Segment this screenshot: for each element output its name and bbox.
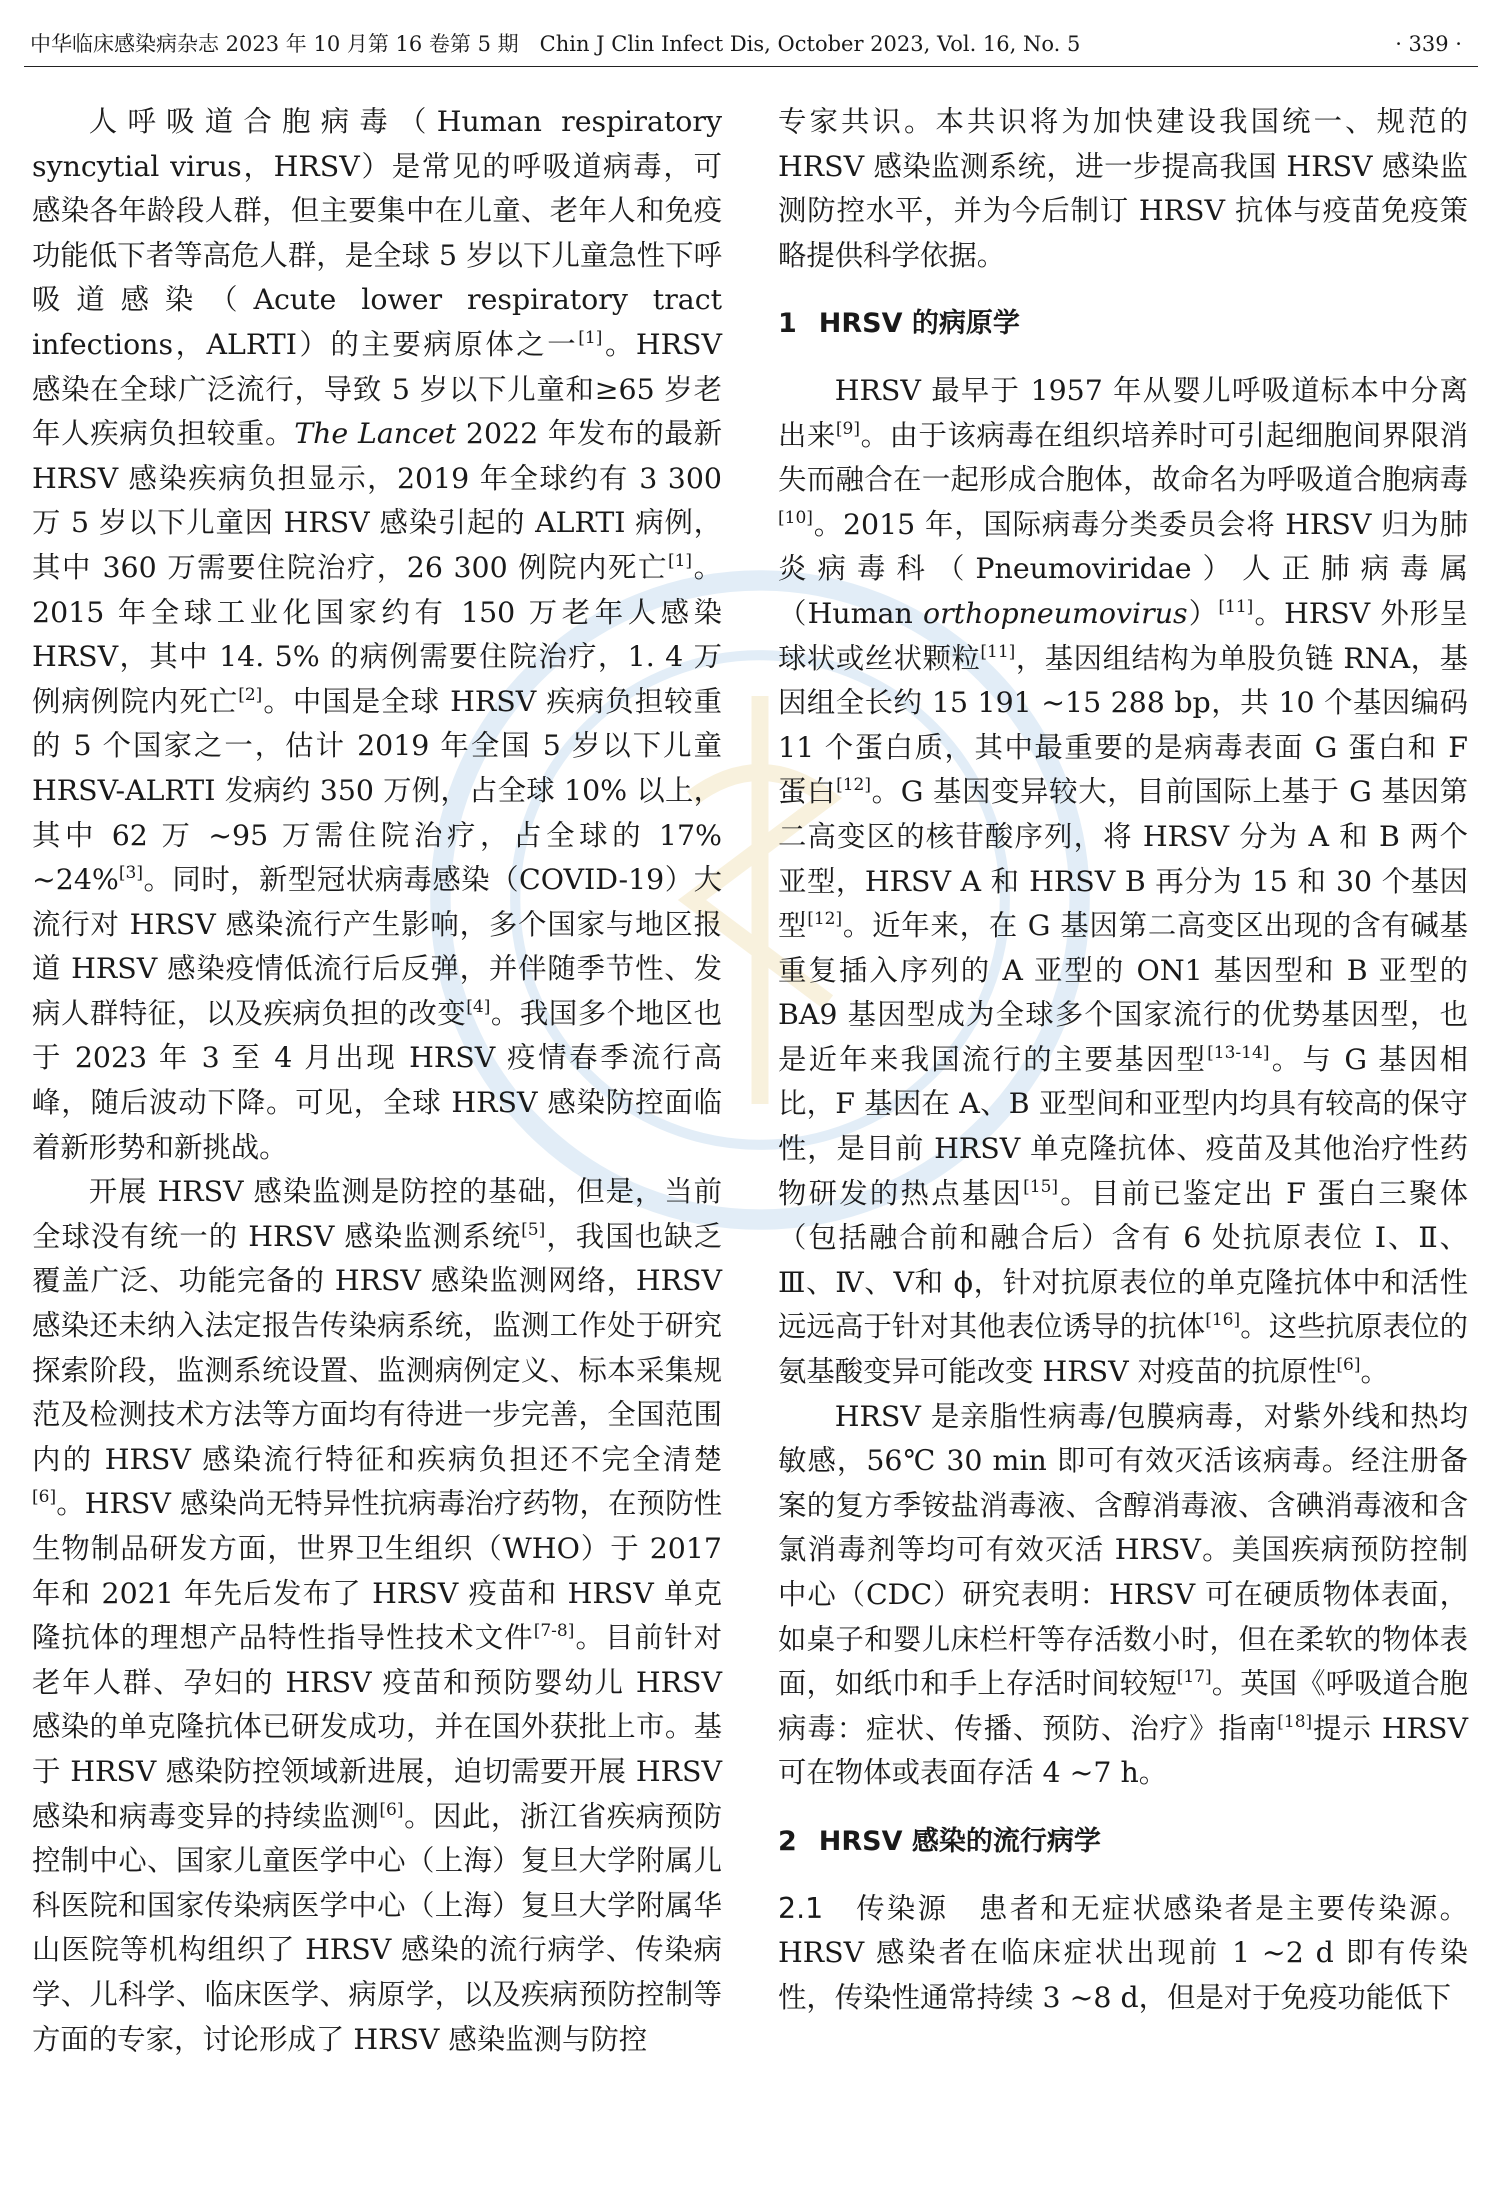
citation-ref: [5] <box>521 1219 546 1240</box>
citation-ref: [6] <box>379 1799 404 1820</box>
citation-ref: [6] <box>1336 1354 1361 1375</box>
subsection-number: 2.1 <box>778 1891 824 1925</box>
citation-ref: [1] <box>667 550 693 571</box>
citation-ref: [3] <box>118 863 144 884</box>
subsection-title: 传染源 <box>856 1891 949 1925</box>
citation-ref: [9] <box>835 418 861 439</box>
citation-ref: [2] <box>238 684 263 705</box>
citation-ref: [1] <box>578 327 603 348</box>
journal-citation: 中华临床感染病杂志 2023 年 10 月第 16 卷第 5 期 Chin J Clin Infect Dis, October 2023, Vol. 16, No. 5 <box>30 32 1081 56</box>
citation-ref: [6] <box>32 1487 57 1508</box>
citation-ref: [18] <box>1277 1711 1313 1732</box>
section-heading-1: 1 HRSV 的病原学 <box>778 308 1020 340</box>
citation-ref: [4] <box>466 996 491 1017</box>
citation-ref: [10] <box>778 507 813 528</box>
etiology-paragraph-2: HRSV 是亲脂性病毒/包膜病毒，对紫外线和热均敏感，56℃ 30 min 即可有效灭活该病毒。经注册备案的复方季铵盐消毒液、含醇消毒液、含碘消毒液和含氯消毒剂等均可有效灭活 HRSV。美国疾病预防控制中心（CDC）研究表明：HRSV 可在硬质物体表面，如桌子和婴儿床栏杆等存活数小时，但在柔软的物体表面，如纸巾和手上存活时间较短[17]。英国《呼吸道合胞病毒：症状、传播、预防、治疗》指南[18]提示 HRSV 可在物体或表面存活 4 ~7 h。 <box>778 1399 1468 1790</box>
epidemiology-paragraph-1: 2.1 传染源 患者和无症状感染者是主要传染源。HRSV 感染者在临床症状出现前 1 ~2 d 即有传染性，传染性通常持续 3 ~8 d，但是对于免疫功能低下 <box>778 1891 1468 2014</box>
intro-paragraph-2: 开展 HRSV 感染监测是防控的基础，但是，当前全球没有统一的 HRSV 感染监测系统[5]，我国也缺乏覆盖广泛、功能完备的 HRSV 感染监测网络，HRSV 感染还未纳入法定报告传染病系统，监测工作处于研究探索阶段，监测系统设置、监测病例定义、标本采集规范及检测技术方法等方面均有待进一步完善，全国范围内的 HRSV 感染流行特征和疾病负担还不完全清楚[6]。HRSV 感染尚无特异性抗病毒治疗药物，在预防性生物制品研发方面，世界卫生组织（WHO）于 2017 年和 2021 年先后发布了 HRSV 疫苗和 HRSV 单克隆抗体的理想产品特性指导性技术文件[7-8]。目前针对老年人群、孕妇的 HRSV 疫苗和预防婴幼儿 HRSV 感染的单克隆抗体已研发成功，并在国外获批上市。基于 HRSV 感染防控领域新进展，迫切需要开展 HRSV 感染和病毒变异的持续监测[6]。因此，浙江省疾病预防控制中心、国家儿童医学中心（上海）复旦大学附属儿科医院和国家传染病医学中心（上海）复旦大学附属华山医院等机构组织了 HRSV 感染的流行病学、传染病学、儿科学、临床医学、病原学，以及疾病预防控制等方面的专家，讨论形成了 HRSV 感染监测与防控 <box>32 1175 722 2056</box>
right-column <box>778 100 1468 2020</box>
running-header <box>24 22 1478 67</box>
citation-ref: [17] <box>1176 1667 1212 1688</box>
citation-ref: [11] <box>980 641 1016 662</box>
journal-name: The Lancet <box>294 417 457 451</box>
citation-ref: [15] <box>1023 1176 1059 1197</box>
citation-ref: [7-8] <box>533 1621 575 1642</box>
citation-ref: [12] <box>807 909 843 930</box>
section-heading-2: 2 HRSV 感染的流行病学 <box>778 1825 1101 1857</box>
page-number: · 339 · <box>1395 32 1462 56</box>
left-column <box>32 100 722 2062</box>
citation-ref: [16] <box>1205 1310 1241 1331</box>
intro-paragraph-1: 人呼吸道合胞病毒（Human respiratory syncytial virus，HRSV）是常见的呼吸道病毒，可感染各年龄段人群，但主要集中在儿童、老年人和免疫功能低下者等高危人群，是全球 5 岁以下儿童急性下呼吸道感染（Acute lower respiratory tract infections，ALRTI）的主要病原体之一[1]。HRSV 感染在全球广泛流行，导致 5 岁以下儿童和≥65 岁老年人疾病负担较重。The Lancet 2022 年发布的最新 HRSV 感染疾病负担显示，2019 年全球约有 3 300 万 5 岁以下儿童因 HRSV 感染引起的 ALRTI 病例，其中 360 万需要住院治疗，26 300 例院内死亡[1]。2015 年全球工业化国家约有 150 万老年人感染 HRSV，其中 14. 5% 的病例需要住院治疗，1. 4 万例病例院内死亡[2]。中国是全球 HRSV 疾病负担较重的 5 个国家之一，估计 2019 年全国 5 岁以下儿童 HRSV-ALRTI 发病约 350 万例，占全球 10% 以上，其中 62 万 ~95 万需住院治疗，占全球的 17% ~24%[3]。同时，新型冠状病毒感染（COVID-19）大流行对 HRSV 感染流行产生影响，多个国家与地区报道 HRSV 感染疫情低流行后反弹，并伴随季节性、发病人群特征，以及疾病负担的改变[4]。我国多个地区也于 2023 年 3 至 4 月出现 HRSV 疫情春季流行高峰，随后波动下降。可见，全球 HRSV 感染防控面临着新形势和新挑战。 <box>32 105 722 1164</box>
citation-ref: [13-14] <box>1207 1042 1270 1063</box>
citation-ref: [12] <box>836 775 872 796</box>
genus-name: orthopneumovirus <box>923 596 1188 630</box>
citation-ref: [11] <box>1218 596 1254 617</box>
intro-paragraph-end: 专家共识。本共识将为加快建设我国统一、规范的 HRSV 感染监测系统，进一步提高我国 HRSV 感染监测防控水平，并为今后制订 HRSV 抗体与疫苗免疫策略提供科学依据。 <box>778 105 1468 272</box>
etiology-paragraph-1: HRSV 最早于 1957 年从婴儿呼吸道标本中分离出来[9]。由于该病毒在组织培养时可引起细胞间界限消失而融合在一起形成合胞体，故命名为呼吸道合胞病毒[10]。2015 年，国际病毒分类委员会将 HRSV 归为肺炎病毒科（Pneumoviridae）人正肺病毒属（Human orthopneumovirus）[11]。HRSV 外形呈球状或丝状颗粒[11]，基因组结构为单股负链 RNA，基因组全长约 15 191 ~15 288 bp，共 10 个基因编码 11 个蛋白质，其中最重要的是病毒表面 G 蛋白和 F 蛋白[12]。G 基因变异较大，目前国际上基于 G 基因第二高变区的核苷酸序列，将 HRSV 分为 A 和 B 两个亚型，HRSV A 和 HRSV B 再分为 15 和 30 个基因型[12]。近年来，在 G 基因第二高变区出现的含有碱基重复插入序列的 A 亚型的 ON1 基因型和 B 亚型的 BA9 基因型成为全球多个国家流行的优势基因型，也是近年来我国流行的主要基因型[13-14]。与 G 基因相比，F 基因在 A、B 亚型间和亚型内均具有较高的保守性，是目前 HRSV 单克隆抗体、疫苗及其他治疗性药物研发的热点基因[15]。目前已鉴定出 F 蛋白三聚体（包括融合前和融合后）含有 6 处抗原表位 Ⅰ、Ⅱ、Ⅲ、Ⅳ、Ⅴ和 ϕ，针对抗原表位的单克隆抗体中和活性远远高于针对其他表位诱导的抗体[16]。这些抗原表位的氨基酸变异可能改变 HRSV 对疫苗的抗原性[6]。 <box>778 373 1468 1389</box>
